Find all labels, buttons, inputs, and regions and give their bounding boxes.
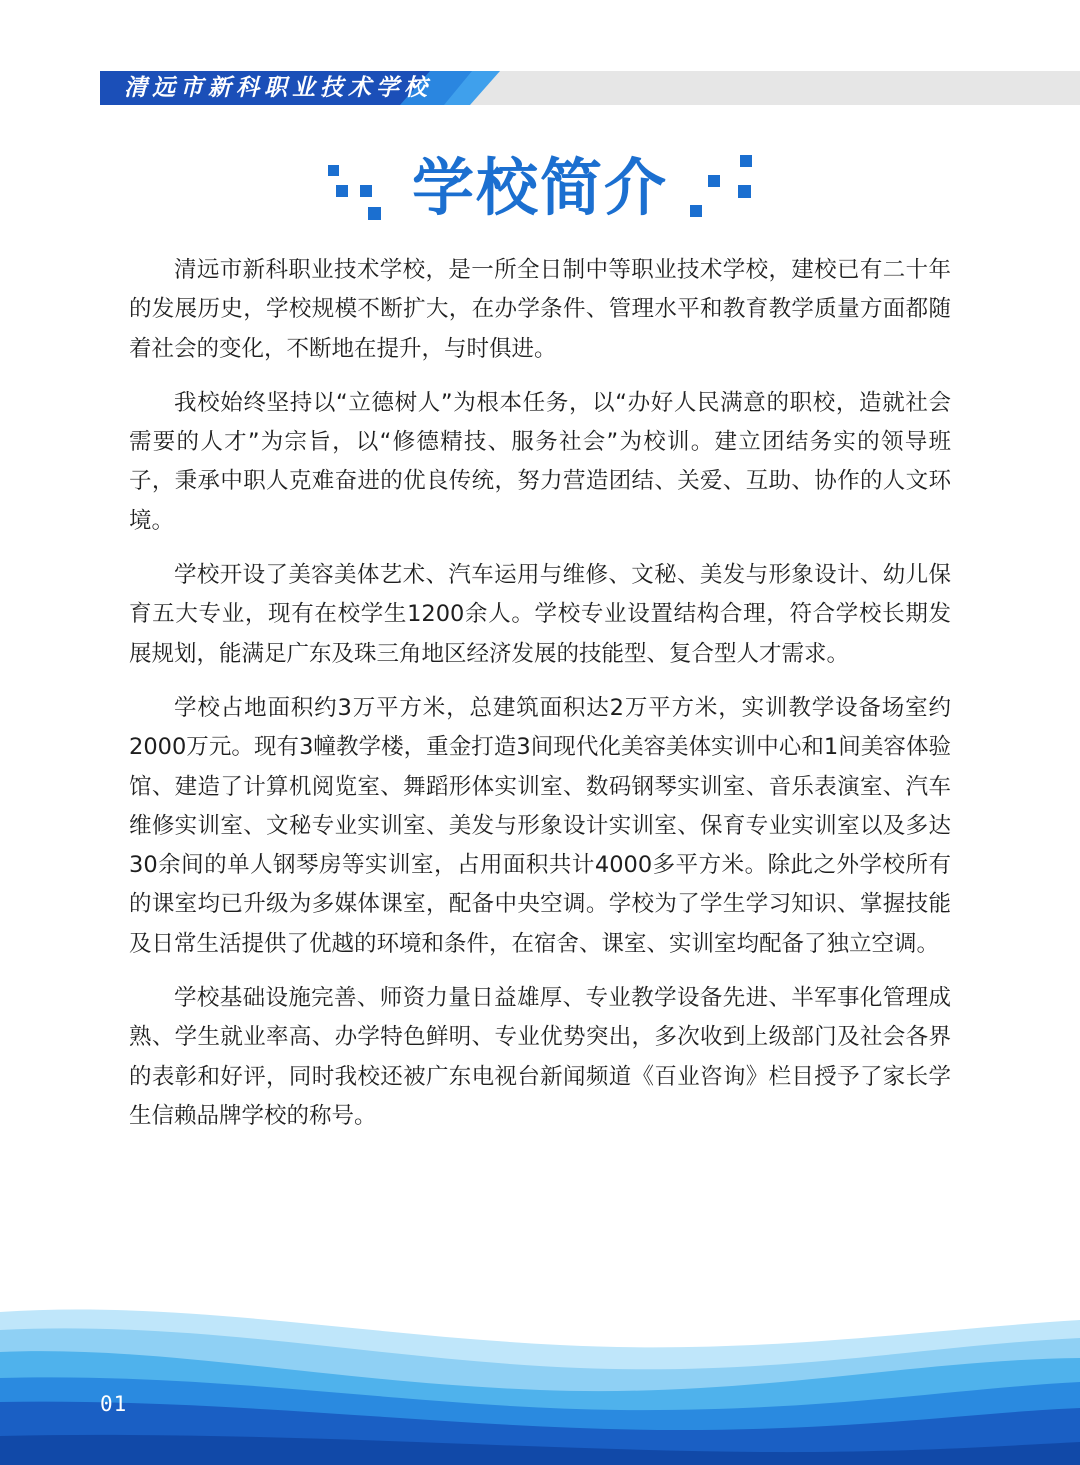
paragraph-2: 我校始终坚持以“立德树人”为根本任务，以“办好人民满意的职校，造就社会需要的人才”为宗旨，以“修德精技、服务社会”为校训。建立团结务实的领导班子，秉承中职人克难奋进的优良传统，努力营造团结、关爱、互助、协作的人文环境。 [129, 389, 951, 534]
title-row [0, 145, 1080, 235]
paragraph-1: 清远市新科职业技术学校，是一所全日制中等职业技术学校，建校已有二十年的发展历史，学校规模不断扩大，在办学条件、管理水平和教育教学质量方面都随着社会的变化，不断地在提升，与时俱进。 [129, 257, 951, 362]
page-title: 学校简介 [411, 151, 668, 224]
pixel-decoration-right [686, 153, 758, 223]
footer-wave-decoration [0, 1290, 1080, 1465]
page-number: 01 [100, 1392, 128, 1416]
intro-content [129, 251, 951, 1151]
paragraph-3: 学校开设了美容美体艺术、汽车运用与维修、文秘、美发与形象设计、幼儿保育五大专业，现有在校学生1200余人。学校专业设置结构合理，符合学校长期发展规划，能满足广东及珠三角地区经济发展的技能型、复合型人才需求。 [129, 562, 951, 667]
paragraph-4: 学校占地面积约3万平方米，总建筑面积达2万平方米，实训教学设备场室约2000万元。现有3幢教学楼，重金打造3间现代化美容美体实训中心和1间美容体验馆、建造了计算机阅览室、舞蹈形体实训室、数码钢琴实训室、音乐表演室、汽车维修实训室、文秘专业实训室、美发与形象设计实训室、保育专业实训室以及多达30余间的单人钢琴房等实训室，占用面积共计4000多平方米。除此之外学校所有的课室均已升级为多媒体课室，配备中央空调。学校为了学生学习知识、掌握技能及日常生活提供了优越的环境和条件，在宿舍、课室、实训室均配备了独立空调。 [129, 694, 951, 957]
pixel-decoration-left [322, 153, 392, 223]
school-name: 清远市新科职业技术学校 [124, 74, 432, 101]
paragraph-5: 学校基础设施完善、师资力量日益雄厚、专业教学设备先进、半军事化管理成熟、学生就业率高、办学特色鲜明、专业优势突出，多次收到上级部门及社会各界的表彰和好评，同时我校还被广东电视台新闻频道《百业咨询》栏目授予了家长学生信赖品牌学校的称号。 [129, 985, 951, 1129]
